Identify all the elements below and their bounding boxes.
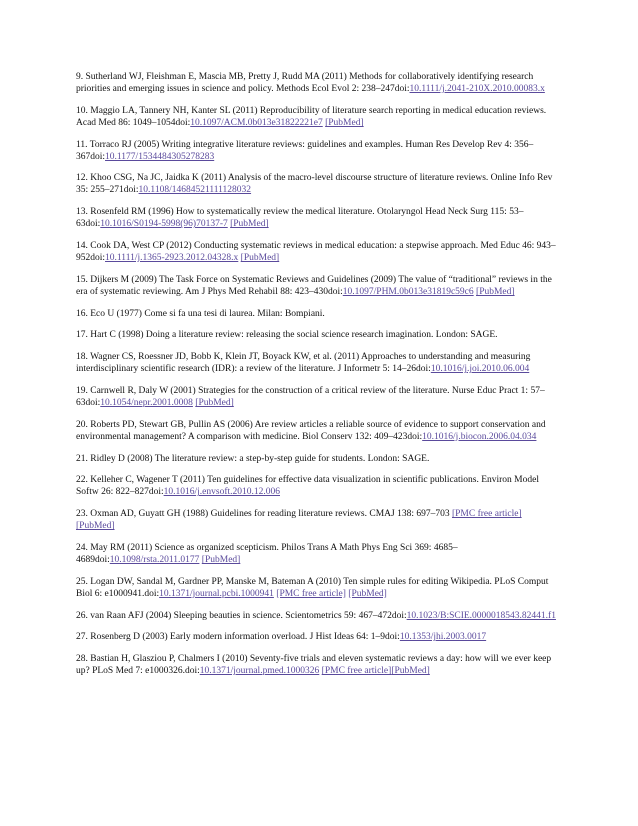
doi-link[interactable]: 10.1054/nepr.2001.0008 — [100, 397, 193, 408]
doi-link[interactable]: 10.1016/j.envsoft.2010.12.006 — [163, 487, 280, 498]
reference-item — [76, 542, 562, 566]
reference-number: 24. — [76, 542, 88, 553]
reference-text: Hart C (1998) Doing a literature review: releasing the social science research imagination. London: SAGE. — [87, 330, 498, 341]
doi-link[interactable]: 10.1097/PHM.0b013e31819c59c6 — [342, 286, 474, 297]
pmc-free-article-link[interactable]: [PMC free article] — [451, 509, 522, 520]
reference-text: Carnwell R, Daly W (2001) Strategies for the construction of a critical review of the literature. Nurse Educ Pract 1: 57–63doi: — [76, 385, 545, 408]
reference-number: 15. — [76, 274, 88, 285]
reference-item — [76, 610, 562, 622]
reference-item — [76, 172, 562, 196]
reference-text: Kelleher C, Wagener T (2011) Ten guidelines for effective data visualization in scientific publications. Environ Model Softw 26: 822–827doi: — [76, 475, 539, 498]
reference-number: 9. — [76, 72, 84, 82]
reference-number: 19. — [76, 385, 88, 396]
reference-number: 20. — [76, 419, 88, 430]
reference-item — [76, 329, 562, 341]
reference-number: 12. — [76, 173, 88, 184]
reference-item — [76, 139, 562, 163]
reference-text: Maggio LA, Tannery NH, Kanter SL (2011) Reproducibility of literature search reporting in medical education reviews. Acad Med 86: 1049–1054doi: — [76, 105, 547, 128]
doi-link[interactable]: 10.1016/j.joi.2010.06.004 — [430, 364, 530, 375]
reference-number: 13. — [76, 207, 88, 218]
reference-text: van Raan AFJ (2004) Sleeping beauties in science. Scientometrics 59: 467–472doi: — [87, 610, 407, 621]
reference-item — [76, 240, 562, 264]
reference-text: Bastian H, Glasziou P, Chalmers I (2010) Seventy-five trials and eleven systematic reviews a day: how will we ever keep up? PLoS Med 7: e1000326.doi: — [76, 654, 552, 677]
doi-link[interactable]: 10.1108/14684521111128032 — [138, 185, 252, 196]
reference-number: 21. — [76, 453, 88, 464]
reference-number: 25. — [76, 576, 88, 587]
reference-item — [76, 71, 562, 95]
doi-link[interactable]: 10.1023/B:SCIE.0000018543.82441.f1 — [406, 610, 556, 621]
pubmed-link[interactable]: [PubMed] — [325, 117, 364, 128]
reference-number: 28. — [76, 654, 88, 665]
pubmed-link[interactable]: [PubMed] — [230, 219, 269, 230]
reference-item — [76, 105, 562, 129]
reference-item — [76, 453, 562, 465]
reference-item — [76, 206, 562, 230]
pubmed-link[interactable]: [PubMed] — [240, 252, 280, 263]
doi-link[interactable]: 10.1016/j.biocon.2006.04.034 — [422, 431, 537, 442]
reference-item — [76, 576, 562, 600]
reference-text: Oxman AD, Guyatt GH (1988) Guidelines for reading literature reviews. CMAJ 138: 697–703 — [87, 509, 452, 520]
doi-link[interactable]: 10.1371/journal.pmed.1000326 — [199, 666, 320, 677]
reference-text: Sutherland WJ, Fleishman E, Mascia MB, Pretty J, Rudd MA (2011) Methods for collaboratively identifying research priorities and emerging issues in science and policy. Methods Ecol Evol 2: 238–247doi: — [76, 72, 534, 94]
pmc-free-article-link[interactable]: [PMC free article] — [276, 588, 346, 599]
pubmed-link[interactable]: [PubMed] — [348, 588, 387, 599]
reference-list — [76, 71, 562, 687]
reference-text: Roberts PD, Stewart GB, Pullin AS (2006) Are review articles a reliable source of evidence to support conservation and environmental management? A comparison with medicine. Biol Conserv 132: 409–423doi: — [76, 419, 546, 442]
reference-text: Logan DW, Sandal M, Gardner PP, Manske M, Bateman A (2010) Ten simple rules for editing Wikipedia. PLoS Comput Biol 6: e1000941.doi: — [76, 576, 549, 599]
reference-number: 26. — [76, 610, 88, 621]
reference-number: 22. — [76, 475, 88, 486]
reference-number: 27. — [76, 632, 88, 643]
reference-item — [76, 508, 562, 532]
reference-text: Rosenfeld RM (1996) How to systematically review the medical literature. Otolaryngol Head Neck Surg 115: 53–63doi: — [76, 207, 524, 230]
reference-item — [76, 653, 562, 677]
reference-number: 23. — [76, 509, 88, 520]
reference-number: 18. — [76, 352, 88, 363]
reference-text: Eco U (1977) Come si fa una tesi di laurea. Milan: Bompiani. — [87, 308, 325, 319]
reference-item — [76, 474, 562, 498]
doi-link[interactable]: 10.1111/j.2041-210X.2010.00083.x — [409, 84, 545, 94]
doi-link[interactable]: 10.1016/S0194-5998(96)70137-7 — [100, 219, 228, 230]
reference-text: Torraco RJ (2005) Writing integrative literature reviews: guidelines and examples. Human Res Develop Rev 4: 356–367doi: — [76, 139, 534, 162]
pubmed-link[interactable]: [PubMed] — [195, 397, 234, 408]
reference-number: 14. — [76, 240, 88, 251]
doi-link[interactable]: 10.1371/journal.pcbi.1000941 — [159, 588, 274, 599]
reference-text: Khoo CSG, Na JC, Jaidka K (2011) Analysis of the macro-level discourse structure of literature reviews. Online Info Rev 35: 255–271doi: — [76, 173, 553, 196]
doi-link[interactable]: 10.1098/rsta.2011.0177 — [109, 554, 200, 565]
pubmed-link[interactable]: [PubMed] — [76, 521, 115, 532]
reference-text: Ridley D (2008) The literature review: a step-by-step guide for students. London: SAGE. — [87, 453, 430, 464]
reference-number: 10. — [76, 105, 88, 116]
pubmed-link[interactable]: [PubMed] — [476, 286, 515, 297]
reference-text: Dijkers M (2009) The Task Force on Systematic Reviews and Guidelines (2009) The value of “traditional” reviews in the era of systematic reviewing. Am J Phys Med Rehabil 88: 423–430doi: — [76, 274, 552, 297]
reference-text: Rosenberg D (2003) Early modern information overload. J Hist Ideas 64: 1–9doi: — [87, 632, 400, 643]
reference-text: May RM (2011) Science as organized scepticism. Philos Trans A Math Phys Eng Sci 369: 4685–4689doi: — [76, 542, 458, 565]
reference-number: 11. — [76, 139, 88, 150]
reference-item — [76, 274, 562, 298]
reference-item — [76, 631, 562, 643]
reference-number: 16. — [76, 308, 88, 319]
reference-text: Cook DA, West CP (2012) Conducting systematic reviews in medical education: a stepwise approach. Med Educ 46: 943–952doi: — [76, 240, 556, 263]
doi-link[interactable]: 10.1353/jhi.2003.0017 — [399, 632, 487, 643]
reference-text: Wagner CS, Roessner JD, Bobb K, Klein JT, Boyack KW, et al. (2011) Approaches to understanding and measuring interdisciplinary scientific research (IDR): a review of the literature. J Informetr 5: 14–26doi: — [76, 352, 531, 375]
pubmed-link[interactable]: [PubMed] — [201, 554, 241, 565]
reference-number: 17. — [76, 330, 88, 341]
reference-item — [76, 419, 562, 443]
doi-link[interactable]: 10.1177/1534484305278283 — [105, 151, 215, 162]
reference-item — [76, 351, 562, 375]
pmc-free-article-link[interactable]: [PMC free article] — [321, 666, 392, 677]
doi-link[interactable]: 10.1111/j.1365-2923.2012.04328.x — [105, 252, 239, 263]
doi-link[interactable]: 10.1097/ACM.0b013e31822221e7 — [190, 117, 323, 128]
reference-item — [76, 385, 562, 409]
pubmed-link[interactable]: [PubMed] — [391, 666, 430, 677]
reference-item — [76, 308, 562, 320]
